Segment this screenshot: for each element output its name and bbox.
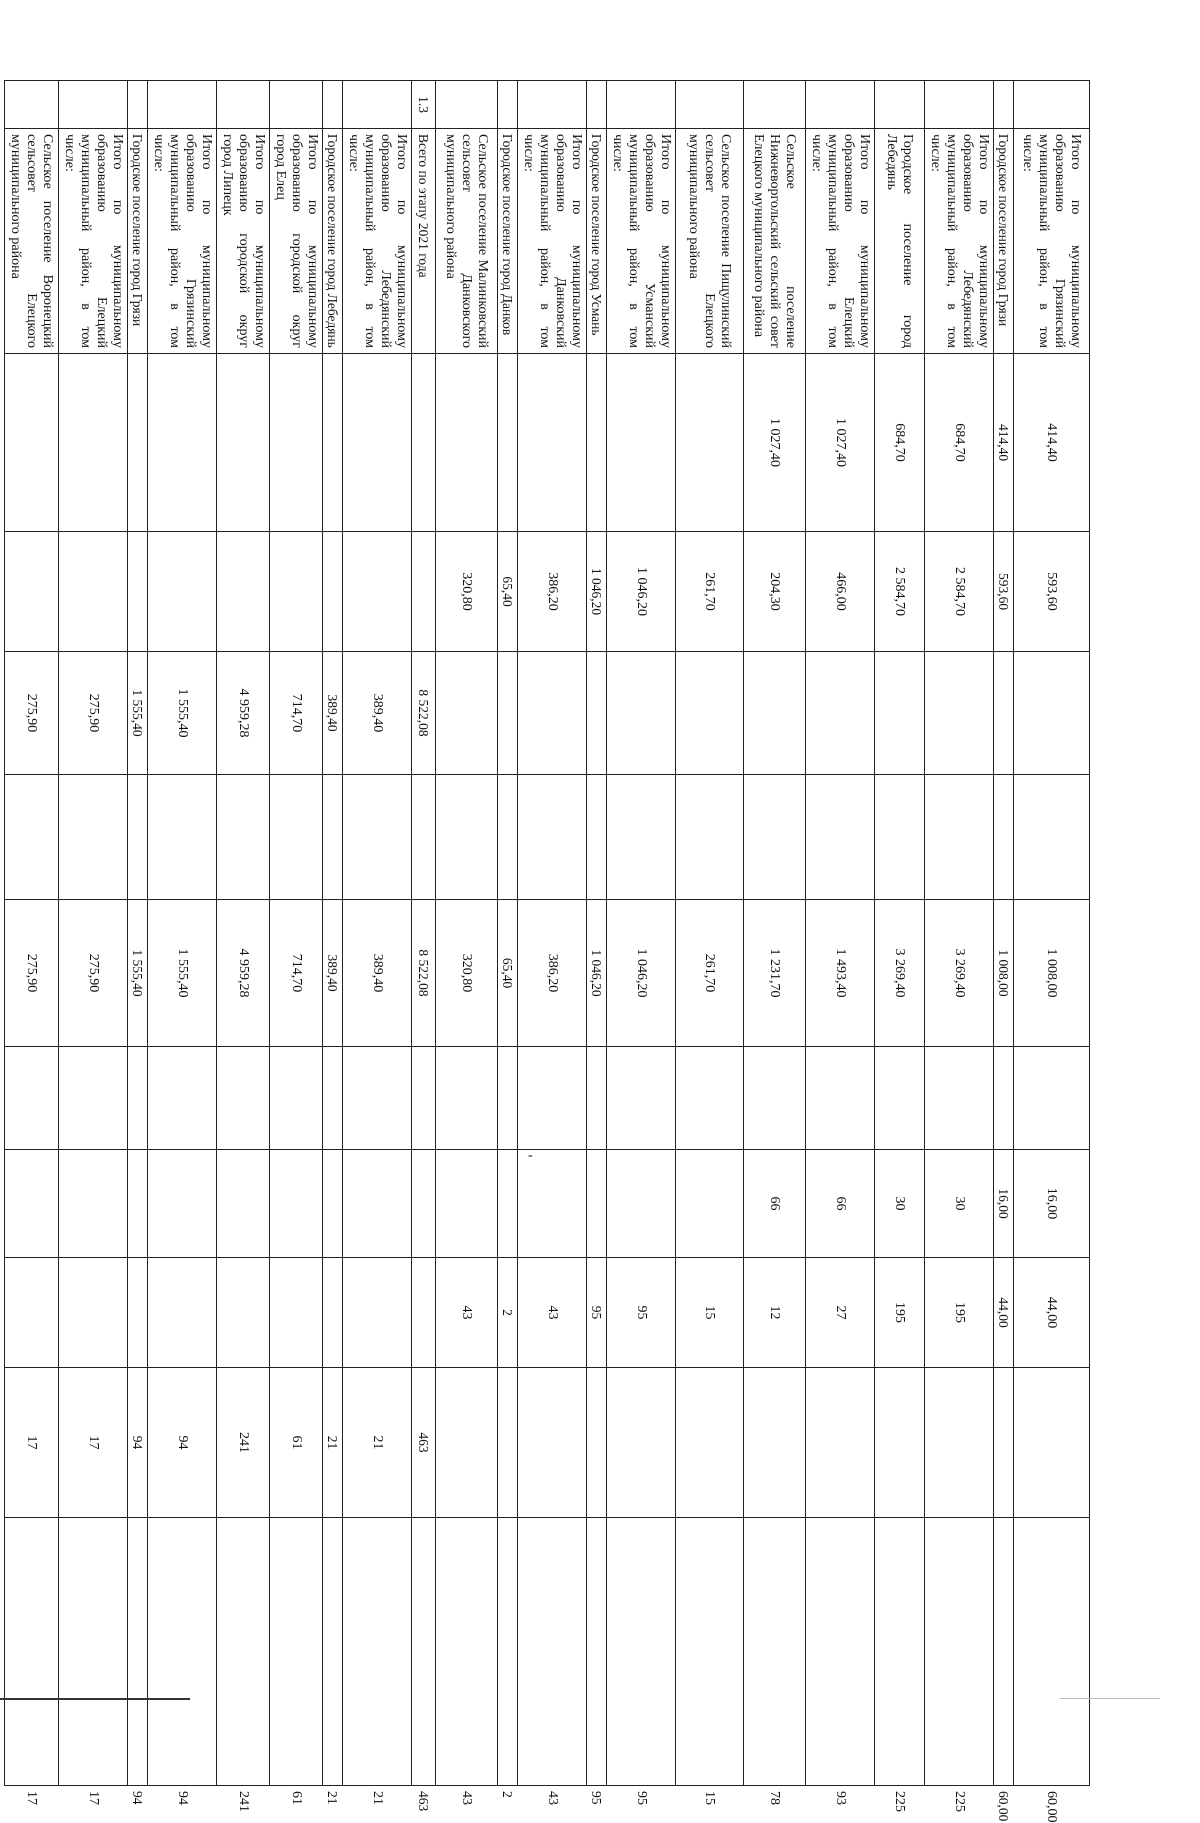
table-row: Городское поселение город Лебедянь 684,70 2 584,70 3 269,40 30 195 225 <box>875 81 925 1786</box>
value-cell-v9 <box>806 1368 875 1518</box>
value-cell-v4 <box>498 775 518 900</box>
value-cell-v2 <box>59 532 128 652</box>
value-cell-v1 <box>128 354 148 532</box>
value-cell-v2 <box>270 532 323 652</box>
value-cell-v8: 12 <box>744 1258 806 1368</box>
value-cell-v10 <box>498 1518 518 1786</box>
value-cell-v2: 386,20 <box>518 532 587 652</box>
value-cell-v8 <box>343 1258 412 1368</box>
value-cell-v8: 44,00 <box>994 1258 1014 1368</box>
value-cell-v4 <box>270 775 323 900</box>
value-cell-v5: 65,40 <box>498 900 518 1047</box>
value-cell-v3: 8 522,08 <box>412 652 436 775</box>
value-cell-v2 <box>5 532 59 652</box>
value-cell-v7: 30 <box>925 1150 994 1258</box>
value-cell-v9 <box>994 1368 1014 1518</box>
value-cell-v5: 3 269,40 <box>925 900 994 1047</box>
value-cell-v2: 261,70 <box>676 532 744 652</box>
value-cell-v2: 65,40 <box>498 532 518 652</box>
value-cell-v3 <box>925 652 994 775</box>
value-cell-v8: 27 <box>806 1258 875 1368</box>
value-cell-v3: 1 555,40 <box>148 652 217 775</box>
value-cell-v6 <box>994 1047 1014 1150</box>
value-cell-v5: 261,70 <box>676 900 744 1047</box>
value-cell-v5: 275,90 <box>59 900 128 1047</box>
value-cell-v10 <box>217 1518 270 1786</box>
value-cell-v8: 44,00 <box>1014 1258 1090 1368</box>
value-cell-v6 <box>128 1047 148 1150</box>
row-number-cell <box>5 81 59 129</box>
value-cell-v6 <box>875 1047 925 1150</box>
value-cell-v6 <box>806 1047 875 1150</box>
value-cell-v5: 389,40 <box>343 900 412 1047</box>
value-cell-v5: 389,40 <box>323 900 343 1047</box>
value-cell-v10 <box>436 1518 498 1786</box>
value-cell-v7 <box>217 1150 270 1258</box>
table-row: Городское поселение город Грязи 1 555,40 1 555,40 94 94 <box>128 81 148 1786</box>
row-name-cell: Городское поселение город Лебедянь <box>323 129 343 354</box>
row-name-cell: Итого по муниципальному образованию Лебедянский муниципальный район, в том числе: <box>343 129 412 354</box>
row-number-cell <box>217 81 270 129</box>
value-cell-v6 <box>607 1047 676 1150</box>
value-cell-v7: 66 <box>806 1150 875 1258</box>
value-cell-v10 <box>59 1518 128 1786</box>
value-cell-v5: 1 008,00 <box>1014 900 1090 1047</box>
value-cell-v2 <box>343 532 412 652</box>
value-cell-v6 <box>59 1047 128 1150</box>
row-name-cell: Сельское поселение Малинковский сельсовет Данковского муниципального района <box>436 129 498 354</box>
value-cell-v5: 1 046,20 <box>587 900 607 1047</box>
table-row: Сельское поселение Малинковский сельсовет Данковского муниципального района 320,80 320,80 43 43 <box>436 81 498 1786</box>
value-cell-v10 <box>148 1518 217 1786</box>
value-cell-v9 <box>1014 1368 1090 1518</box>
table-row: Городское поселение город Данков 65,40 65,40 2 2 <box>498 81 518 1786</box>
value-cell-v4 <box>217 775 270 900</box>
value-cell-v5: 1 555,40 <box>148 900 217 1047</box>
value-cell-v1: 1 027,40 <box>806 354 875 532</box>
value-cell-v7 <box>607 1150 676 1258</box>
row-name-cell: Сельское поселение Пищулинский сельсовет Елецкого муниципального района <box>676 129 744 354</box>
value-cell-v5: 1 046,20 <box>607 900 676 1047</box>
value-cell-v7 <box>518 1150 587 1258</box>
row-name-cell: Итого по муниципальному образованию Грязинский муниципальный район, в том числе: <box>1014 129 1090 354</box>
value-cell-v2 <box>148 532 217 652</box>
value-cell-v7: 16,00 <box>1014 1150 1090 1258</box>
row-number-cell <box>607 81 676 129</box>
value-cell-v6 <box>518 1047 587 1150</box>
value-cell-v10 <box>875 1518 925 1786</box>
value-cell-v1: 684,70 <box>875 354 925 532</box>
value-cell-v3 <box>518 652 587 775</box>
value-cell-v8: 95 <box>587 1258 607 1368</box>
row-name-cell: Городское поселение город Грязи <box>128 129 148 354</box>
value-cell-v6 <box>217 1047 270 1150</box>
row-number-cell <box>806 81 875 129</box>
value-cell-v9 <box>875 1368 925 1518</box>
value-cell-v6 <box>412 1047 436 1150</box>
row-name-cell: Сельское поселение Нижневоргольский сельский совет Елецкого муниципального района <box>744 129 806 354</box>
value-cell-v8: 15 <box>676 1258 744 1368</box>
value-cell-v4 <box>59 775 128 900</box>
value-cell-v10 <box>744 1518 806 1786</box>
value-cell-v6 <box>148 1047 217 1150</box>
value-cell-v7 <box>436 1150 498 1258</box>
table-row: Итого по муниципальному образованию городской округ город Липецк 4 959,28 4 959,28 241 241 <box>217 81 270 1786</box>
value-cell-v3: 275,90 <box>59 652 128 775</box>
value-cell-v2 <box>217 532 270 652</box>
value-cell-v6 <box>436 1047 498 1150</box>
row-number-cell <box>676 81 744 129</box>
value-cell-v6 <box>343 1047 412 1150</box>
value-cell-v9 <box>676 1368 744 1518</box>
table-row: Итого по муниципальному образованию Лебедянский муниципальный район, в том числе: 389,40 389,40 21 21 <box>343 81 412 1786</box>
value-cell-v1: 684,70 <box>925 354 994 532</box>
value-cell-v5: 8 522,08 <box>412 900 436 1047</box>
value-cell-v4 <box>412 775 436 900</box>
value-cell-v7 <box>343 1150 412 1258</box>
value-cell-v5: 4 959,28 <box>217 900 270 1047</box>
value-cell-v8: 43 <box>518 1258 587 1368</box>
value-cell-v8 <box>270 1258 323 1368</box>
value-cell-v4 <box>518 775 587 900</box>
row-number-cell <box>343 81 412 129</box>
value-cell-v7 <box>59 1150 128 1258</box>
row-number-cell <box>587 81 607 129</box>
value-cell-v7: 16,00 <box>994 1150 1014 1258</box>
data-table <box>4 80 1090 1823</box>
value-cell-v1 <box>217 354 270 532</box>
value-cell-v10 <box>806 1518 875 1786</box>
table-row: 1.3 Всего по этапу 2021 года 8 522,08 8 522,08 463 463 <box>412 81 436 1786</box>
row-number-cell <box>925 81 994 129</box>
row-number-cell <box>323 81 343 129</box>
value-cell-v4 <box>323 775 343 900</box>
value-cell-v5: 275,90 <box>5 900 59 1047</box>
scan-edge <box>0 1698 190 1700</box>
row-number-cell <box>994 81 1014 129</box>
value-cell-v10 <box>270 1518 323 1786</box>
value-cell-v3 <box>498 652 518 775</box>
value-cell-v9 <box>587 1368 607 1518</box>
value-cell-v3 <box>994 652 1014 775</box>
row-name-cell: Итого по муниципальному образованию Грязинский муниципальный район, в том числе: <box>148 129 217 354</box>
table-row: Итого по муниципальному образованию Лебедянский муниципальный район, в том числе: 684,70 2 584,70 3 269,40 30 195 225 <box>925 81 994 1786</box>
value-cell-v1: 1 027,40 <box>744 354 806 532</box>
value-cell-v1 <box>436 354 498 532</box>
value-cell-v5: 3 269,40 <box>875 900 925 1047</box>
table-row: Сельское поселение Нижневоргольский сельский совет Елецкого муниципального района 1 027,40 204,30 1 231,70 66 12 78 <box>744 81 806 1786</box>
value-cell-v6 <box>925 1047 994 1150</box>
value-cell-v7: 30 <box>875 1150 925 1258</box>
value-cell-v10 <box>925 1518 994 1786</box>
value-cell-v9: 21 <box>343 1368 412 1518</box>
value-cell-v9: 21 <box>323 1368 343 1518</box>
value-cell-v8: 43 <box>436 1258 498 1368</box>
value-cell-v3 <box>436 652 498 775</box>
value-cell-v1 <box>518 354 587 532</box>
value-cell-v8 <box>217 1258 270 1368</box>
value-cell-v4 <box>128 775 148 900</box>
row-number-cell <box>128 81 148 129</box>
value-cell-v1 <box>343 354 412 532</box>
value-cell-v8 <box>412 1258 436 1368</box>
value-cell-v2: 320,80 <box>436 532 498 652</box>
table-row: Итого по муниципальному образованию Елецкий муниципальный район, в том числе: 1 027,40 466,00 1 493,40 66 27 93 <box>806 81 875 1786</box>
row-name-cell: Городское поселение город Данков <box>498 129 518 354</box>
value-cell-v1 <box>323 354 343 532</box>
value-cell-v2: 1 046,20 <box>587 532 607 652</box>
value-cell-v6 <box>744 1047 806 1150</box>
value-cell-v3 <box>806 652 875 775</box>
value-cell-v8 <box>148 1258 217 1368</box>
value-cell-v1 <box>607 354 676 532</box>
value-cell-v10 <box>994 1518 1014 1786</box>
value-cell-v7 <box>5 1150 59 1258</box>
value-cell-v7 <box>270 1150 323 1258</box>
table-row: Итого по муниципальному образованию городской округ город Елец 714,70 714,70 61 61 <box>270 81 323 1786</box>
value-cell-v9: 17 <box>59 1368 128 1518</box>
row-name-cell: Городское поселение город Усмань <box>587 129 607 354</box>
value-cell-v7 <box>676 1150 744 1258</box>
row-name-cell: Сельское поселение Воронецкий сельсовет Елецкого муниципального района <box>5 129 59 354</box>
value-cell-v8 <box>59 1258 128 1368</box>
row-name-cell: Итого по муниципальному образованию городской округ город Елец <box>270 129 323 354</box>
value-cell-v2: 1 046,20 <box>607 532 676 652</box>
row-number-cell <box>270 81 323 129</box>
table-row: Городское поселение город Грязи 414,40 593,60 1 008,00 16,00 44,00 60,00 <box>994 81 1014 1786</box>
table-row: Сельское поселение Пищулинский сельсовет Елецкого муниципального района 261,70 261,70 15 15 <box>676 81 744 1786</box>
row-name-cell: Итого по муниципальному образованию Елецкий муниципальный район, в том числе: <box>59 129 128 354</box>
scan-edge-faint <box>1060 1698 1160 1699</box>
value-cell-v5: 1 231,70 <box>744 900 806 1047</box>
row-name-cell: Итого по муниципальному образованию городской округ город Липецк <box>217 129 270 354</box>
value-cell-v3 <box>607 652 676 775</box>
value-cell-v3 <box>1014 652 1090 775</box>
value-cell-v1: 414,40 <box>1014 354 1090 532</box>
table-row: Итого по муниципальному образованию Данковский муниципальный район, в том числе: 386,20 386,20 43 43 <box>518 81 587 1786</box>
value-cell-v8: 195 <box>875 1258 925 1368</box>
value-cell-v3 <box>875 652 925 775</box>
value-cell-v3: 714,70 <box>270 652 323 775</box>
row-name-cell: Итого по муниципальному образованию Елецкий муниципальный район, в том числе: <box>806 129 875 354</box>
value-cell-v10 <box>676 1518 744 1786</box>
value-cell-v8: 2 <box>498 1258 518 1368</box>
value-cell-v1 <box>498 354 518 532</box>
value-cell-v5: 714,70 <box>270 900 323 1047</box>
value-cell-v4 <box>994 775 1014 900</box>
value-cell-v10 <box>5 1518 59 1786</box>
row-name-cell: Итого по муниципальному образованию Усманский муниципальный район, в том числе: <box>607 129 676 354</box>
value-cell-v6 <box>5 1047 59 1150</box>
table-row: Городское поселение город Усмань 1 046,20 1 046,20 95 95 <box>587 81 607 1786</box>
value-cell-v4 <box>587 775 607 900</box>
row-name-cell: Городское поселение город Грязи <box>994 129 1014 354</box>
value-cell-v9: 61 <box>270 1368 323 1518</box>
value-cell-v5: 320,80 <box>436 900 498 1047</box>
value-cell-v5: 1 555,40 <box>128 900 148 1047</box>
value-cell-v8: 95 <box>607 1258 676 1368</box>
table-row: Сельское поселение Воронецкий сельсовет Елецкого муниципального района 275,90 275,90 17 17 <box>5 81 59 1786</box>
value-cell-v9: 94 <box>148 1368 217 1518</box>
row-number-cell <box>875 81 925 129</box>
value-cell-v9 <box>925 1368 994 1518</box>
value-cell-v1 <box>59 354 128 532</box>
value-cell-v9 <box>436 1368 498 1518</box>
value-cell-v9 <box>518 1368 587 1518</box>
row-name-cell: Итого по муниципальному образованию Данковский муниципальный район, в том числе: <box>518 129 587 354</box>
value-cell-v2: 2 584,70 <box>875 532 925 652</box>
value-cell-v3: 4 959,28 <box>217 652 270 775</box>
row-number-cell <box>436 81 498 129</box>
value-cell-v9: 17 <box>5 1368 59 1518</box>
value-cell-v3 <box>587 652 607 775</box>
row-number-cell <box>744 81 806 129</box>
value-cell-v9 <box>744 1368 806 1518</box>
row-name-cell: Городское поселение город Лебедянь <box>875 129 925 354</box>
table-row: Городское поселение город Лебедянь 389,40 389,40 21 21 <box>323 81 343 1786</box>
value-cell-v7: 66 <box>744 1150 806 1258</box>
row-number-cell <box>59 81 128 129</box>
value-cell-v3: 275,90 <box>5 652 59 775</box>
value-cell-v4 <box>5 775 59 900</box>
value-cell-v5: 1 493,40 <box>806 900 875 1047</box>
value-cell-v1 <box>676 354 744 532</box>
value-cell-v10 <box>1014 1518 1090 1786</box>
value-cell-v9: 463 <box>412 1368 436 1518</box>
value-cell-v3: 389,40 <box>343 652 412 775</box>
value-cell-v6 <box>323 1047 343 1150</box>
value-cell-v2: 593,60 <box>1014 532 1090 652</box>
row-number-cell <box>518 81 587 129</box>
value-cell-v2: 204,30 <box>744 532 806 652</box>
value-cell-v4 <box>676 775 744 900</box>
value-cell-v7 <box>148 1150 217 1258</box>
value-cell-v10 <box>587 1518 607 1786</box>
value-cell-v9: 94 <box>128 1368 148 1518</box>
value-cell-v9 <box>607 1368 676 1518</box>
value-cell-v7 <box>498 1150 518 1258</box>
value-cell-v2 <box>412 532 436 652</box>
value-cell-v10 <box>412 1518 436 1786</box>
value-cell-v7 <box>412 1150 436 1258</box>
value-cell-v7 <box>128 1150 148 1258</box>
value-cell-v3 <box>744 652 806 775</box>
value-cell-v4 <box>1014 775 1090 900</box>
value-cell-v1 <box>270 354 323 532</box>
value-cell-v2: 2 584,70 <box>925 532 994 652</box>
value-cell-v3: 389,40 <box>323 652 343 775</box>
value-cell-v6 <box>270 1047 323 1150</box>
value-cell-v6 <box>587 1047 607 1150</box>
value-cell-v4 <box>148 775 217 900</box>
value-cell-v8 <box>5 1258 59 1368</box>
value-cell-v6 <box>676 1047 744 1150</box>
value-cell-v2 <box>323 532 343 652</box>
row-number-cell <box>148 81 217 129</box>
value-cell-v2: 593,60 <box>994 532 1014 652</box>
value-cell-v10 <box>518 1518 587 1786</box>
value-cell-v10 <box>323 1518 343 1786</box>
value-cell-v7 <box>323 1150 343 1258</box>
rotated-table-wrapper <box>8 80 1090 1823</box>
value-cell-v1 <box>587 354 607 532</box>
value-cell-v1: 414,40 <box>994 354 1014 532</box>
value-cell-v1 <box>412 354 436 532</box>
table-row: Итого по муниципальному образованию Грязинский муниципальный район, в том числе: 414,40 593,60 1 008,00 16,00 44,00 60,00 <box>1014 81 1090 1786</box>
value-cell-v4 <box>875 775 925 900</box>
value-cell-v4 <box>607 775 676 900</box>
value-cell-v8 <box>323 1258 343 1368</box>
value-cell-v2 <box>128 532 148 652</box>
value-cell-v10 <box>607 1518 676 1786</box>
value-cell-v10 <box>343 1518 412 1786</box>
value-cell-v8 <box>128 1258 148 1368</box>
row-number-cell: 1.3 <box>412 81 436 129</box>
value-cell-v5: 1 008,00 <box>994 900 1014 1047</box>
value-cell-v3: 1 555,40 <box>128 652 148 775</box>
row-number-cell <box>1014 81 1090 129</box>
value-cell-v4 <box>925 775 994 900</box>
stray-mark: - <box>528 1148 533 1163</box>
value-cell-v10 <box>128 1518 148 1786</box>
row-name-cell: Всего по этапу 2021 года <box>412 129 436 354</box>
table-body <box>5 81 1090 1823</box>
value-cell-v5: 386,20 <box>518 900 587 1047</box>
value-cell-v3 <box>676 652 744 775</box>
value-cell-v6 <box>1014 1047 1090 1150</box>
row-number-cell <box>498 81 518 129</box>
table-row: Итого по муниципальному образованию Грязинский муниципальный район, в том числе: 1 555,40 1 555,40 94 94 <box>148 81 217 1786</box>
table-row: Итого по муниципальному образованию Усманский муниципальный район, в том числе: 1 046,20 1 046,20 95 95 <box>607 81 676 1786</box>
value-cell-v1 <box>148 354 217 532</box>
value-cell-v2: 466,00 <box>806 532 875 652</box>
value-cell-v4 <box>343 775 412 900</box>
value-cell-v6 <box>498 1047 518 1150</box>
value-cell-v9 <box>498 1368 518 1518</box>
value-cell-v4 <box>744 775 806 900</box>
value-cell-v1 <box>5 354 59 532</box>
value-cell-v7 <box>587 1150 607 1258</box>
row-name-cell: Итого по муниципальному образованию Лебедянский муниципальный район, в том числе: <box>925 129 994 354</box>
value-cell-v4 <box>806 775 875 900</box>
table-row: Итого по муниципальному образованию Елецкий муниципальный район, в том числе: 275,90 275,90 17 17 <box>59 81 128 1786</box>
value-cell-v9: 241 <box>217 1368 270 1518</box>
value-cell-v8: 195 <box>925 1258 994 1368</box>
value-cell-v4 <box>436 775 498 900</box>
